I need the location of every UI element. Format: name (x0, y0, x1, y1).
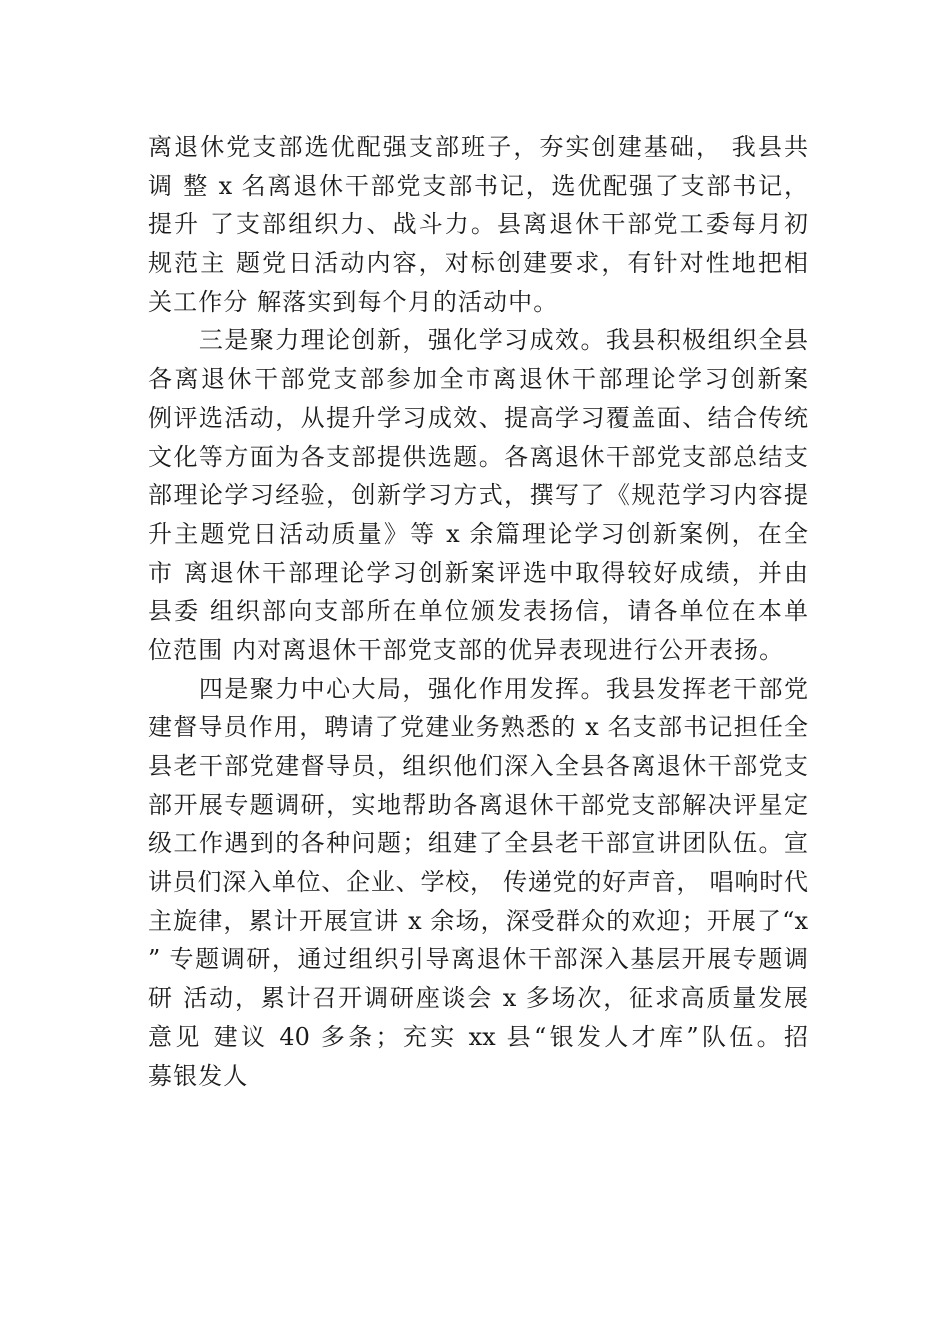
text-line: 离退休党支部选优配强支部班子，夯实创建基础， 我县共 (148, 133, 808, 161)
text-line: 建督导员作用，聘请了党建业务熟悉的 x 名支部书记担任全 (148, 713, 808, 742)
text-line: 募银发人 (148, 1061, 249, 1090)
text-line: 市 离退休干部理论学习创新案评选中取得较好成绩，并由 (148, 558, 808, 587)
text-line: 县老干部党建督导员，组织他们深入全县各离退休干部党支 (148, 752, 808, 780)
text-line: 升主题党日活动质量》等 x 余篇理论学习创新案例，在全 (148, 519, 808, 548)
text-line: 三是聚力理论创新，强化学习成效。我县积极组织全县 (148, 326, 808, 355)
text-line: 县委 组织部向支部所在单位颁发表扬信，请各单位在本单 (148, 597, 808, 626)
text-line: ” 专题调研，通过组织引导离退休干部深入基层开展专题调 (148, 945, 808, 974)
text-line: 主旋律，累计开展宣讲 x 余场，深受群众的欢迎；开展了“x (148, 906, 808, 935)
text-line: 意见 建议 40 多条；充实 xx 县“银发人才库”队伍。招 (148, 1022, 808, 1051)
text-line: 例评选活动，从提升学习成效、提高学习覆盖面、结合传统 (148, 403, 808, 432)
text-line: 讲员们深入单位、企业、学校， 传递党的好声音， 唱响时代 (148, 868, 808, 897)
text-line: 文化等方面为各支部提供选题。各离退休干部党支部总结支 (148, 442, 808, 471)
body-text (148, 128, 808, 1095)
text-line: 部理论学习经验，创新学习方式，撰写了《规范学习内容提 (148, 481, 808, 510)
text-line: 级工作遇到的各种问题；组建了全县老干部宣讲团队伍。宣 (148, 829, 808, 858)
text-line: 四是聚力中心大局，强化作用发挥。我县发挥老干部党 (148, 674, 808, 703)
text-line: 规范主 题党日活动内容，对标创建要求，有针对性地把相 (148, 249, 808, 278)
text-line: 研 活动，累计召开调研座谈会 x 多场次，征求高质量发展 (148, 984, 808, 1013)
text-line: 调 整 x 名离退休干部党支部书记，选优配强了支部书记， (148, 171, 808, 200)
text-line: 位范围 内对离退休干部党支部的优异表现进行公开表扬。 (148, 635, 785, 664)
text-line: 各离退休干部党支部参加全市离退休干部理论学习创新案 (148, 365, 808, 394)
text-line: 提升 了支部组织力、战斗力。县离退休干部党工委每月初 (148, 210, 808, 239)
text-line: 部开展专题调研，实地帮助各离退休干部党支部解决评星定 (148, 790, 808, 819)
text-line: 关工作分 解落实到每个月的活动中。 (148, 287, 559, 316)
